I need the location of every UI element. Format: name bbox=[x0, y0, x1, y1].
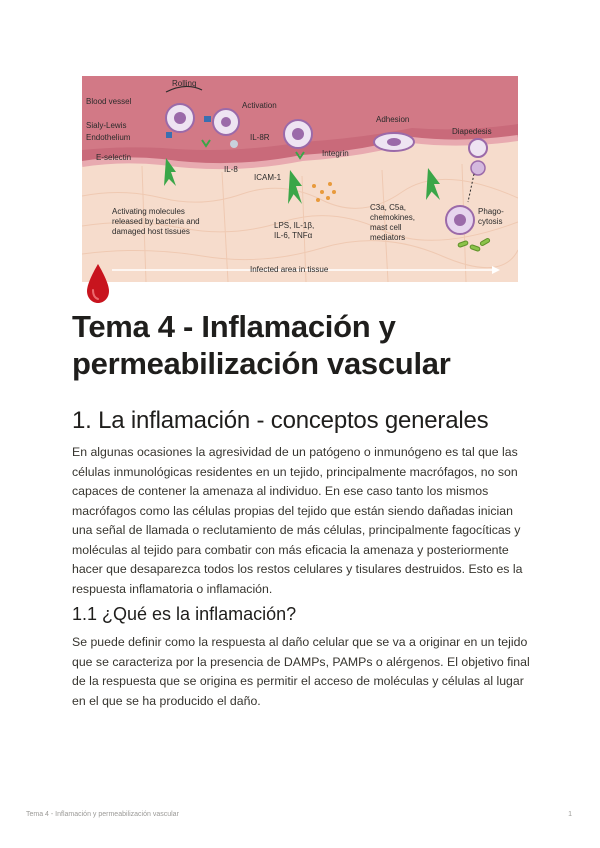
label-integrin: Integrin bbox=[322, 149, 349, 158]
label-lps-2: IL-6, TNFα bbox=[274, 231, 313, 240]
label-activating-1: Activating molecules bbox=[112, 207, 185, 216]
label-phago-2: cytosis bbox=[478, 217, 503, 226]
section-heading-1: 1. La inflamación - conceptos generales bbox=[72, 407, 489, 434]
label-il8: IL-8 bbox=[224, 165, 238, 174]
footer-title: Tema 4 - Inflamación y permeabilización vascular bbox=[26, 811, 179, 818]
label-activation: Activation bbox=[242, 101, 277, 110]
label-icam1: ICAM-1 bbox=[254, 173, 282, 182]
blood-drop-icon bbox=[84, 262, 112, 306]
label-infected-area: Infected area in tissue bbox=[250, 265, 329, 274]
label-c3a-3: mast cell bbox=[370, 223, 402, 232]
label-blood-vessel: Blood vessel bbox=[86, 97, 132, 106]
label-rolling: Rolling bbox=[172, 79, 197, 88]
label-phago-1: Phago- bbox=[478, 207, 504, 216]
label-endothelium: Endothelium bbox=[86, 133, 131, 142]
section-paragraph-1-1: Se puede definir como la respuesta al daño celular que se va a originar en un tejido que se caracteriza por la presencia de DAMPs, PAMPs o alérgenos. El objetivo final de la respuesta que se origina es permitir el acceso de moléculas y células al lugar en el que se ha producido el daño. bbox=[72, 635, 530, 708]
label-activating-2: released by bacteria and bbox=[112, 217, 200, 226]
label-e-selectin: E-selectin bbox=[96, 153, 132, 162]
label-il8r: IL-8R bbox=[250, 133, 270, 142]
label-sialyl-lewis: Sialy-Lewis bbox=[86, 121, 127, 130]
page-title: Tema 4 - Inflamación y permeabilización vascular bbox=[72, 309, 451, 381]
label-lps-1: LPS, IL-1β, bbox=[274, 221, 315, 230]
label-c3a-1: C3a, C5a, bbox=[370, 203, 407, 212]
section-heading-1-1: 1.1 ¿Qué es la inflamación? bbox=[72, 604, 297, 624]
label-adhesion: Adhesion bbox=[376, 115, 410, 124]
inflammation-figure bbox=[82, 76, 518, 282]
label-diapedesis: Diapedesis bbox=[452, 127, 492, 136]
label-c3a-4: mediators bbox=[370, 233, 406, 242]
footer-page-number: 1 bbox=[568, 811, 572, 818]
label-activating-3: damaged host tissues bbox=[112, 227, 190, 236]
section-paragraph-1: En algunas ocasiones la agresividad de un patógeno o inmunógeno es tal que las células inmunológicas residentes en un tejido, principalmente macrófagos, no son capaces de contener la amenaza al individuo. En ese caso tanto los mismos macrófagos como las células propias del tejido que están siendo dañadas inician una señal de llamada o reclutamiento de más células, principalmente fagocíticas y moléculas al tejido para combatir con más eficacia la amenaza y posteriormente hacer que desaparezca todos los restos celulares y tisulares destruidos. Esto es la respuesta inflamatoria o inflamación. bbox=[72, 445, 523, 596]
label-c3a-2: chemokines, bbox=[370, 213, 415, 222]
